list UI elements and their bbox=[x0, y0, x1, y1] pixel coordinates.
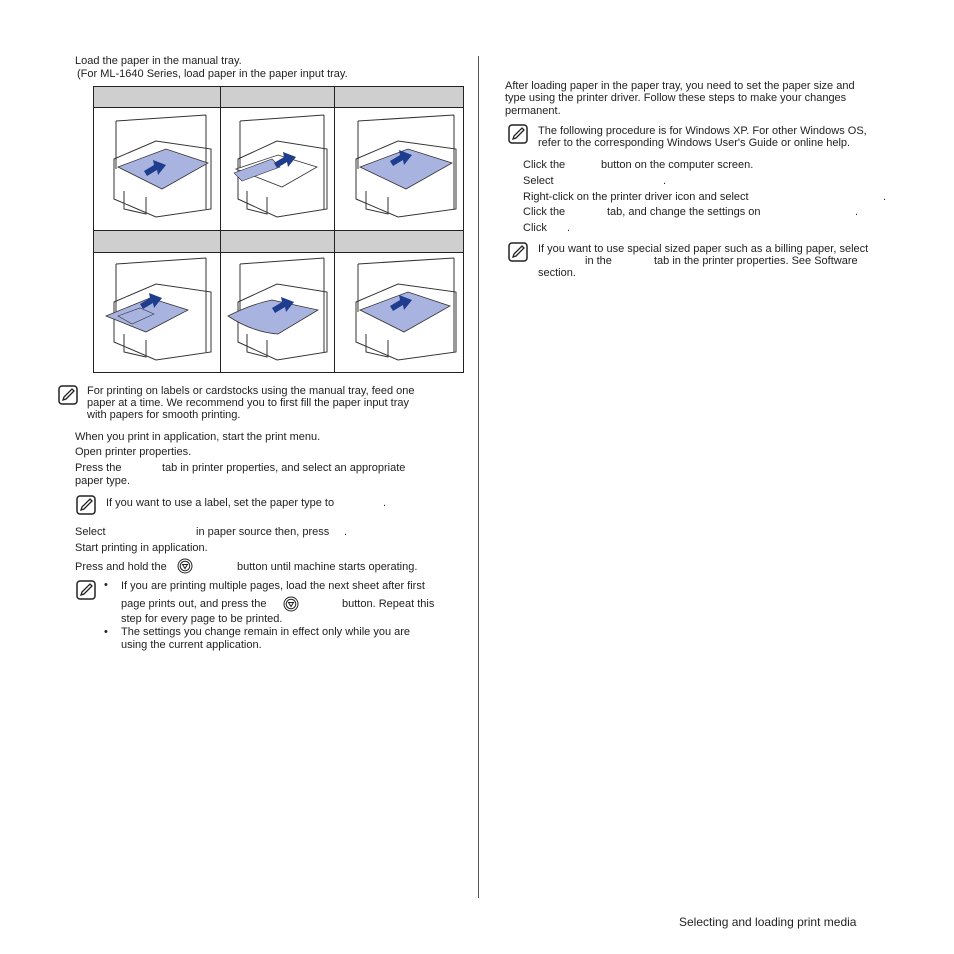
right-step5-b: . bbox=[567, 222, 571, 234]
right-note2-line-2a: in the bbox=[585, 255, 612, 267]
note3-bullet1-line3: step for every page to be printed. bbox=[121, 613, 283, 625]
right-note1-line-2: refer to the corresponding Windows User's Guide or online help. bbox=[538, 137, 851, 149]
step-start-print-menu: When you print in application, start the print menu. bbox=[75, 431, 321, 443]
step-press-hold: Press and hold the bbox=[75, 561, 167, 573]
note3-bullet1-line1: If you are printing multiple pages, load the next sheet after first bbox=[121, 580, 425, 592]
note-pencil-icon bbox=[58, 385, 78, 405]
table-header-row-2 bbox=[94, 230, 463, 253]
note-pencil-icon bbox=[76, 580, 96, 600]
stop-button-icon bbox=[283, 596, 299, 612]
right-step4-b: tab, and change the settings on bbox=[607, 206, 761, 218]
note3-bullet2-line2: using the current application. bbox=[121, 639, 262, 651]
right-note2-line-3: section. bbox=[538, 267, 576, 279]
table-header-row-1 bbox=[94, 87, 463, 108]
stop-button-icon bbox=[177, 558, 193, 574]
page-footer: Selecting and loading print media bbox=[679, 915, 857, 929]
step-press-tab: tab in printer properties, and select an appropriate bbox=[162, 462, 406, 474]
note1-line-2: paper at a time. We recommend you to first fill the paper input tray bbox=[87, 397, 410, 409]
bullet-1: • bbox=[104, 579, 108, 591]
step-select-end: . bbox=[344, 526, 348, 538]
right-step2-b: . bbox=[663, 175, 667, 187]
right-step2-a: Select bbox=[523, 175, 554, 187]
right-step5-a: Click bbox=[523, 222, 547, 234]
note1-line-3: with papers for smooth printing. bbox=[87, 409, 241, 421]
note3-bullet1-line2b: button. Repeat this bbox=[342, 598, 435, 610]
right-step4-a: Click the bbox=[523, 206, 566, 218]
right-note2-line-1: If you want to use special sized paper such as a billing paper, select bbox=[538, 243, 869, 255]
right-step3-a: Right-click on the printer driver icon and select bbox=[523, 191, 749, 203]
right-intro-line-3: permanent. bbox=[505, 105, 561, 117]
right-intro-line-1: After loading paper in the paper tray, you need to set the paper size and bbox=[505, 80, 855, 92]
note3-bullet1-line2a: page prints out, and press the bbox=[121, 598, 267, 610]
step-open-properties: Open printer properties. bbox=[75, 446, 192, 458]
right-note2-line-2b: tab in the printer properties. See Software bbox=[654, 255, 858, 267]
bullet-2: • bbox=[104, 626, 108, 638]
right-intro-line-2: type using the printer driver. Follow these steps to make your changes bbox=[505, 92, 847, 104]
step-select-source: in paper source then, press bbox=[196, 526, 330, 538]
step-press-hold-end: button until machine starts operating. bbox=[237, 561, 418, 573]
note-pencil-icon bbox=[76, 495, 96, 515]
printer-illustration-1 bbox=[96, 109, 218, 227]
column-divider bbox=[478, 56, 479, 898]
step-paper-type: paper type. bbox=[75, 475, 131, 487]
intro-line-2: (For ML-1640 Series, load paper in the paper input tray. bbox=[77, 68, 348, 80]
printer-illustration-6 bbox=[336, 254, 462, 370]
right-step1-b: button on the computer screen. bbox=[601, 159, 754, 171]
intro-line-1: Load the paper in the manual tray. bbox=[75, 55, 242, 67]
note2-end: . bbox=[383, 497, 387, 509]
right-step3-b: . bbox=[883, 191, 887, 203]
note-pencil-icon bbox=[508, 124, 528, 144]
right-step4-c: . bbox=[855, 206, 859, 218]
right-note1-line-1: The following procedure is for Windows XP. For other Windows OS, bbox=[538, 125, 867, 137]
printer-illustration-4 bbox=[96, 254, 218, 370]
note1-line-1: For printing on labels or cardstocks using the manual tray, feed one bbox=[87, 385, 415, 397]
printer-illustration-3 bbox=[336, 109, 462, 227]
note-pencil-icon bbox=[508, 242, 528, 262]
right-step1-a: Click the bbox=[523, 159, 566, 171]
step-select: Select bbox=[75, 526, 106, 538]
step-start-printing: Start printing in application. bbox=[75, 542, 208, 554]
step-press-the: Press the bbox=[75, 462, 122, 474]
printer-illustration-5 bbox=[222, 254, 332, 370]
note2-text: If you want to use a label, set the paper type to bbox=[106, 497, 335, 509]
note3-bullet2-line1: The settings you change remain in effect only while you are bbox=[121, 626, 411, 638]
printer-illustration-2 bbox=[222, 109, 332, 227]
